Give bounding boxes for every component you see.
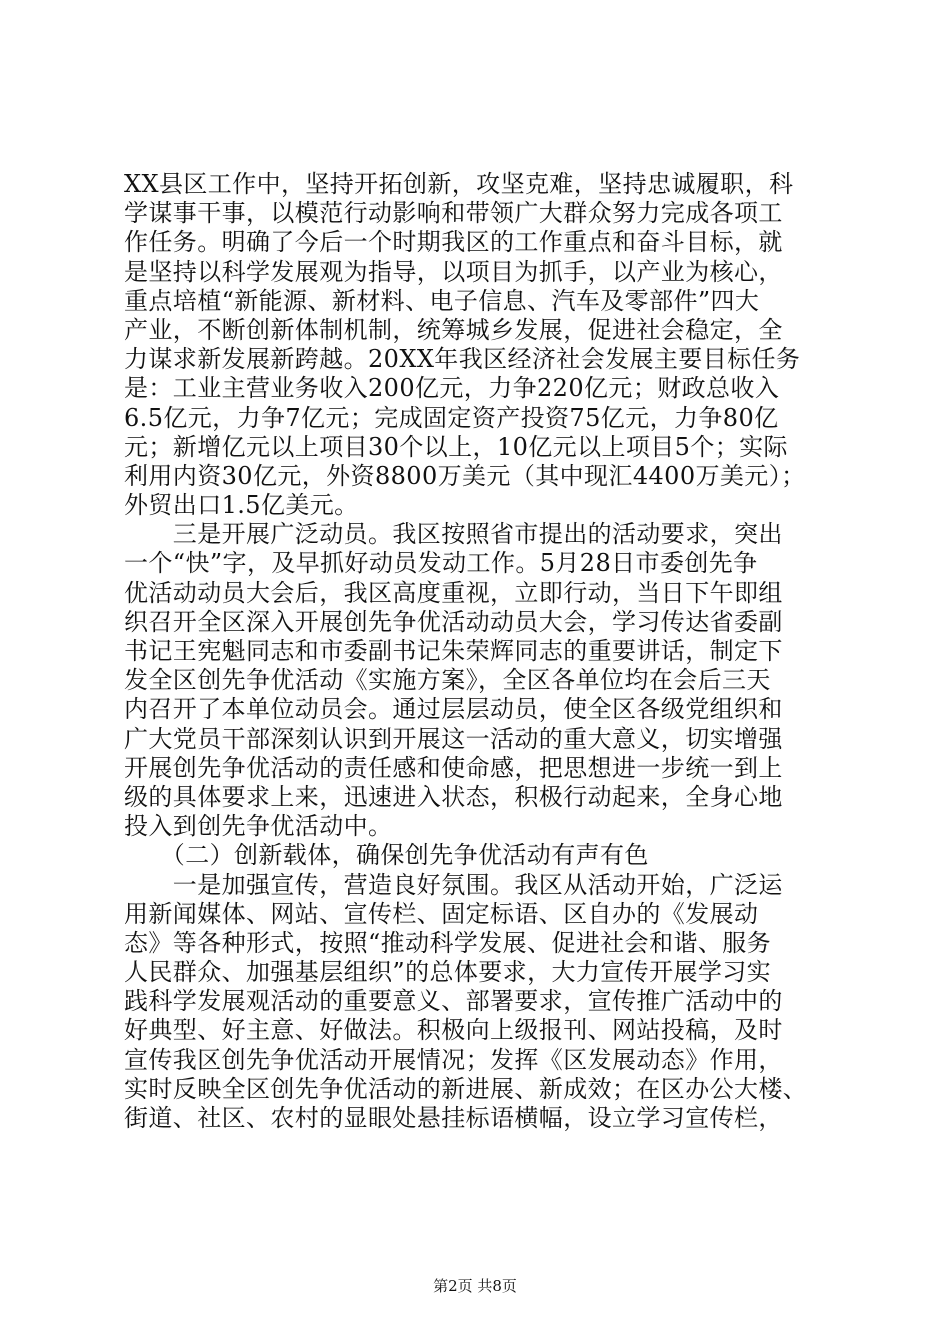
section-heading: （二）创新载体，确保创先争优活动有声有色 [124, 841, 649, 870]
body-line: 态》等各种形式，按照“推动科学发展、促进社会和谐、服务 [124, 928, 772, 957]
body-line: 践科学发展观活动的重要意义、部署要求，宣传推广活动中的 [124, 987, 783, 1016]
body-line: 开展创先争优活动的责任感和使命感，把思想进一步统一到上 [124, 753, 783, 782]
body-line: 一个“快”字，及早抓好动员发动工作。5月28日市委创先争 [124, 549, 758, 578]
body-line: 级的具体要求上来，迅速进入状态，积极行动起来，全身心地 [124, 782, 783, 811]
body-line: 作任务。明确了今后一个时期我区的工作重点和奋斗目标，就 [124, 228, 783, 257]
body-line: 投入到创先争优活动中。 [124, 812, 393, 841]
body-line: 是：工业主营业务收入200亿元，力争220亿元；财政总收入 [124, 374, 780, 403]
body-line: 利用内资30亿元，外资8800万美元（其中现汇4400万美元）； [124, 461, 806, 490]
body-line: 实时反映全区创先争优活动的新进展、新成效；在区办公大楼、 [124, 1074, 808, 1103]
body-line: 用新闻媒体、网站、宣传栏、固定标语、区自办的《发展动 [124, 899, 759, 928]
body-line: 织召开全区深入开展创先争优活动动员大会，学习传达省委副 [124, 607, 783, 636]
body-line: 重点培植“新能源、新材料、电子信息、汽车及零部件”四大 [124, 286, 760, 315]
body-line: 书记王宪魁同志和市委副书记朱荣辉同志的重要讲话，制定下 [124, 637, 783, 665]
body-line: 一是加强宣传，营造良好氛围。我区从活动开始，广泛运 [124, 870, 783, 899]
body-line: 学谋事干事，以模范行动影响和带领广大群众努力完成各项工 [124, 199, 783, 228]
body-line: 元；新增亿元以上项目30个以上，10亿元以上项目5个；实际 [124, 432, 788, 461]
body-line: 人民群众、加强基层组织”的总体要求，大力宣传开展学习实 [124, 958, 772, 987]
body-line: 内召开了本单位动员会。通过层层动员，使全区各级党组织和 [124, 695, 783, 724]
body-line: 是坚持以科学发展观为指导，以项目为抓手，以产业为核心， [124, 257, 783, 286]
body-line: XX县区工作中，坚持开拓创新，攻坚克难，坚持忠诚履职，科 [124, 170, 794, 198]
body-line: 力谋求新发展新跨越。20XX年我区经济社会发展主要目标任务 [124, 345, 801, 374]
body-line: 宣传我区创先争优活动开展情况；发挥《区发展动态》作用， [124, 1045, 783, 1074]
body-line: 三是开展广泛动员。我区按照省市提出的活动要求，突出 [124, 520, 783, 549]
body-line: 街道、社区、农村的显眼处悬挂标语横幅，设立学习宣传栏， [124, 1104, 783, 1132]
body-line: 好典型、好主意、好做法。积极向上级报刊、网站投稿，及时 [124, 1016, 783, 1045]
body-line: 外贸出口1.5亿美元。 [124, 491, 359, 520]
document-body [124, 170, 844, 1133]
body-line: 发全区创先争优活动《实施方案》，全区各单位均在会后三天 [124, 666, 771, 695]
body-line: 优活动动员大会后，我区高度重视，立即行动，当日下午即组 [124, 578, 783, 607]
body-line: 产业，不断创新体制机制，统筹城乡发展，促进社会稳定，全 [124, 315, 783, 344]
page-number-footer: 第2页 共8页 [433, 1277, 517, 1295]
body-line: 广大党员干部深刻认识到开展这一活动的重大意义，切实增强 [124, 724, 783, 753]
body-line: 6.5亿元，力争7亿元；完成固定资产投资75亿元，力争80亿 [124, 403, 779, 432]
